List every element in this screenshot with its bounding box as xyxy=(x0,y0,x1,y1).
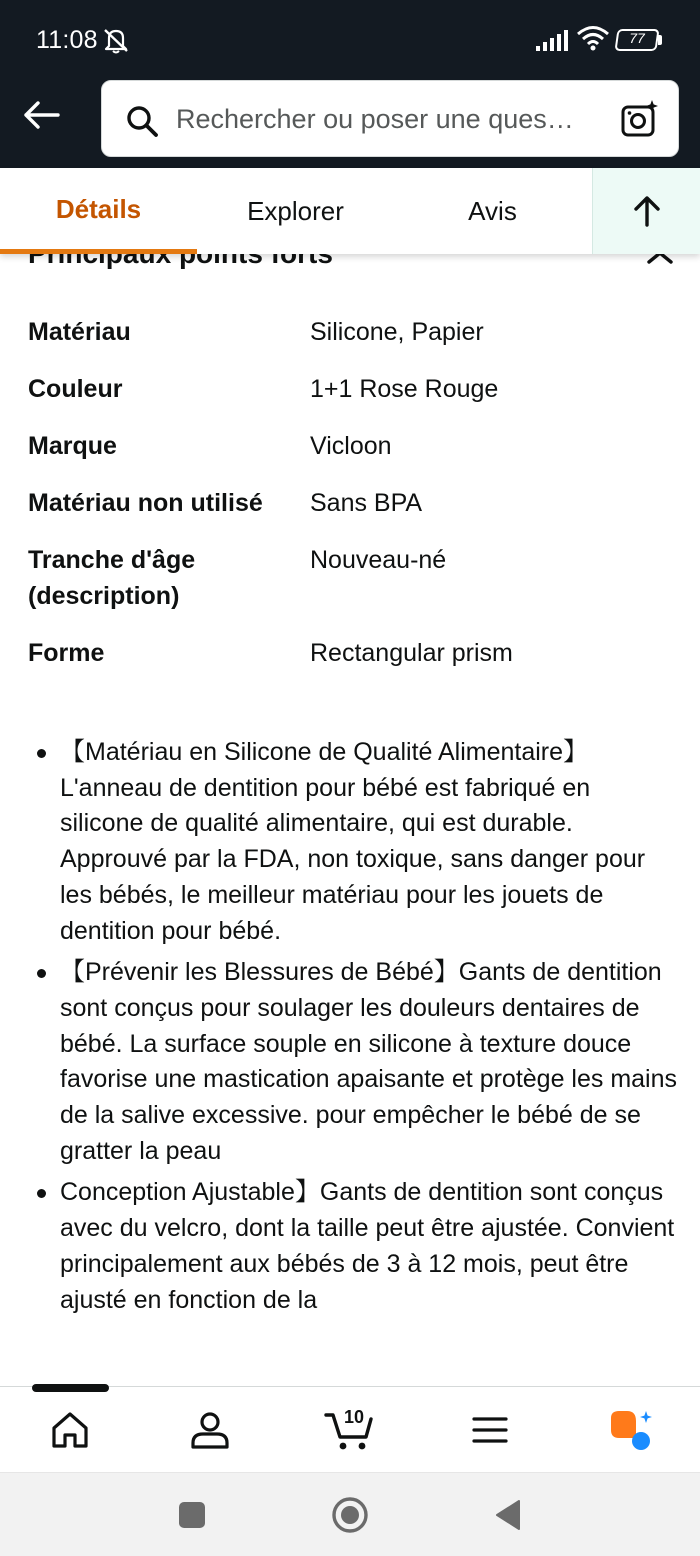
system-navigation-bar xyxy=(0,1472,700,1556)
status-bar xyxy=(0,0,700,80)
active-tab-underline xyxy=(0,249,197,254)
spec-row xyxy=(28,485,678,521)
feature-bullet: 【Prévenir les Blessures de Bébé】Gants de dentition sont conçus pour soulager les douleurs dentaires de bébé. La surface souple en silicone à texture douce favorise une mastication apaisante et protège les mains de la salive excessive. pour empêcher le bébé de se gratter la peau xyxy=(60,955,680,1169)
spec-value: Sans BPA xyxy=(310,489,423,517)
spec-key: Tranche d'âge (description) xyxy=(28,546,196,610)
square-icon xyxy=(178,1501,206,1529)
camera-search-icon[interactable] xyxy=(620,99,660,139)
feature-bullet: Conception Ajustable】Gants de dentition sont conçus avec du velcro, dont la taille peut être ajustée. Convient principalement aux bébés de 3 à 12 mois, peut être ajusté en fonction de la xyxy=(60,1175,680,1318)
cart-count-badge: 10 xyxy=(344,1407,365,1427)
nav-cart-button[interactable] xyxy=(304,1387,394,1473)
spec-key: Matériau non utilisé xyxy=(28,489,263,517)
home-icon xyxy=(50,1411,90,1449)
app-header xyxy=(0,0,700,168)
status-time: 11:08 xyxy=(36,26,98,54)
tab-details[interactable] xyxy=(0,168,197,254)
triangle-back-icon xyxy=(494,1499,522,1531)
battery-icon xyxy=(616,29,662,51)
arrow-up-icon xyxy=(633,195,661,227)
spec-value: 1+1 Rose Rouge xyxy=(310,375,499,403)
product-tabs xyxy=(0,168,700,254)
wifi-icon xyxy=(576,24,610,52)
circle-home-icon xyxy=(331,1496,369,1534)
nav-home-button[interactable] xyxy=(25,1387,115,1473)
spec-row xyxy=(28,314,678,350)
bottom-navigation xyxy=(0,1386,700,1472)
tab-details-label: Détails xyxy=(55,193,142,224)
nav-account-button[interactable] xyxy=(165,1387,255,1473)
spec-row xyxy=(28,371,678,407)
spec-key: Forme xyxy=(28,639,105,667)
rufus-assistant-icon xyxy=(605,1408,655,1452)
spec-value: Rectangular prism xyxy=(310,639,513,667)
scroll-indicator xyxy=(32,1384,109,1392)
spec-value: Vicloon xyxy=(310,432,392,460)
search-icon xyxy=(124,103,160,139)
spec-key: Couleur xyxy=(28,375,123,403)
nav-rufus-assistant-button[interactable] xyxy=(585,1387,675,1473)
search-input[interactable] xyxy=(176,95,596,143)
spec-row xyxy=(28,428,678,464)
product-details-content xyxy=(0,254,700,1386)
tab-reviews-label: Avis xyxy=(468,195,517,226)
recent-apps-button[interactable] xyxy=(170,1493,214,1537)
tab-explore-label: Explorer xyxy=(247,195,344,226)
battery-cap xyxy=(658,35,662,45)
battery-level: 77 xyxy=(629,30,645,46)
bell-muted-icon xyxy=(100,26,132,54)
tab-explore[interactable] xyxy=(197,168,394,254)
system-home-button[interactable] xyxy=(328,1493,372,1537)
signal-icon xyxy=(534,28,570,52)
spec-value: Nouveau-né xyxy=(310,546,447,574)
spec-key: Matériau xyxy=(28,318,131,346)
spec-row xyxy=(28,542,678,614)
nav-menu-button[interactable] xyxy=(445,1387,535,1473)
tab-reviews[interactable] xyxy=(394,168,591,254)
system-back-button[interactable] xyxy=(486,1493,530,1537)
spec-table xyxy=(28,314,678,692)
scroll-to-top-button[interactable] xyxy=(592,168,700,254)
back-button[interactable] xyxy=(14,90,68,140)
search-bar[interactable] xyxy=(101,80,679,157)
hamburger-menu-icon xyxy=(472,1415,508,1445)
spec-key: Marque xyxy=(28,432,117,460)
spec-value: Silicone, Papier xyxy=(310,318,484,346)
spec-row xyxy=(28,635,678,671)
user-icon xyxy=(190,1411,230,1449)
arrow-left-icon xyxy=(22,100,60,130)
feature-bullets xyxy=(60,735,680,1324)
feature-bullet: 【Matériau en Silicone de Qualité Alimentaire】L'anneau de dentition pour bébé est fabriqué en silicone de qualité alimentaire, qui est durable. Approuvé par la FDA, non toxique, sans danger pour les bébés, le meilleur matériau pour les jouets de dentition pour bébé. xyxy=(60,735,680,949)
